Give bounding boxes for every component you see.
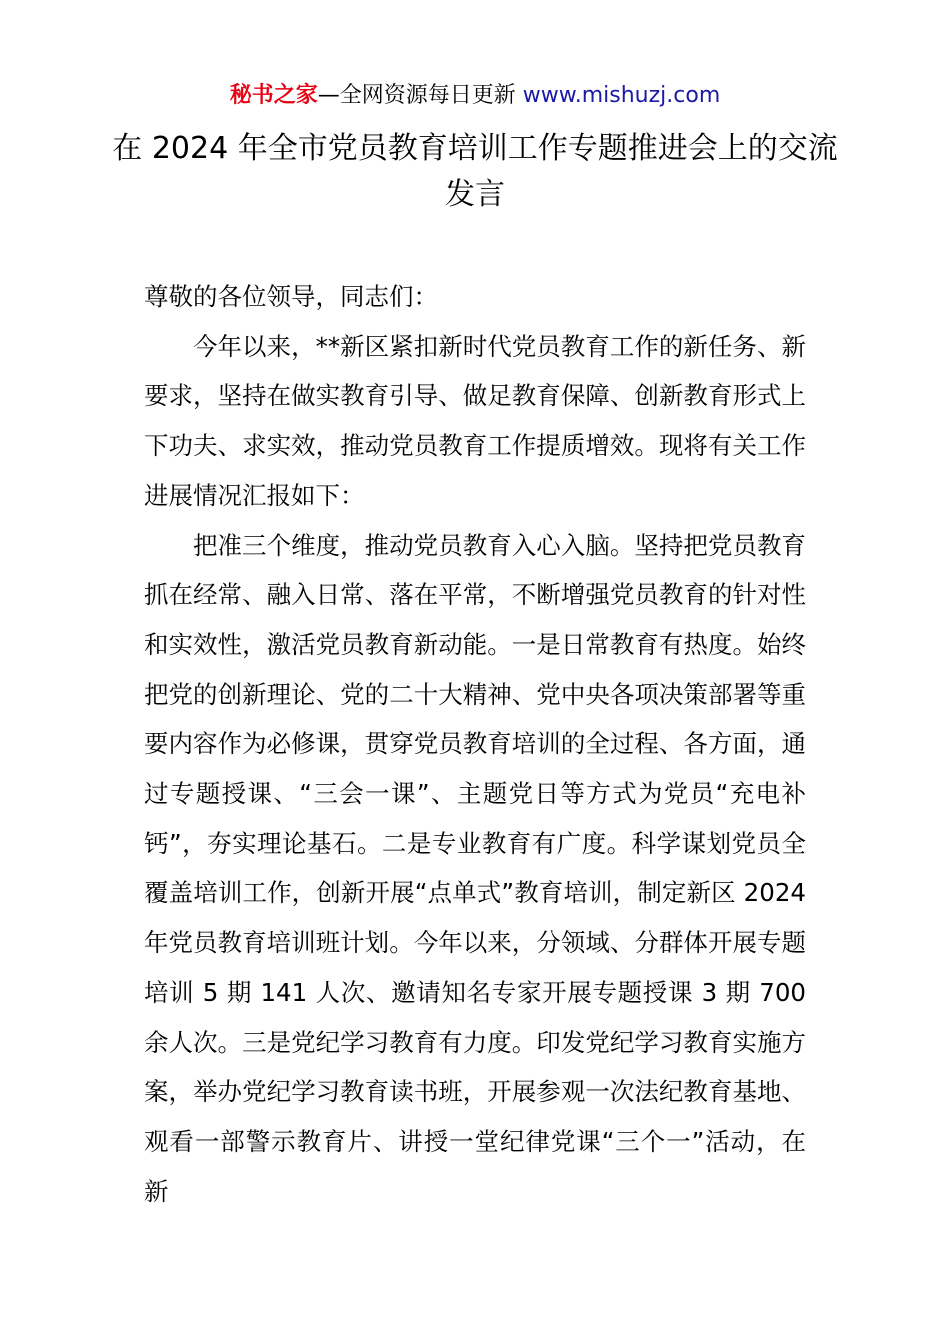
site-header — [0, 80, 950, 112]
salutation: 尊敬的各位领导，同志们： — [144, 282, 438, 311]
brand-name: 秘书之家 — [229, 83, 318, 108]
document-body — [144, 272, 806, 1216]
site-url-link[interactable]: www.mishuzj.com — [522, 83, 721, 108]
document-title: 在 2024 年全市党员教育培训工作专题推进会上的交流发言 — [112, 131, 838, 212]
header-tagline: —全网资源每日更新 — [317, 83, 516, 108]
paragraph-2: 把准三个维度，推动党员教育入心入脑。坚持把党员教育抓在经常、融入日常、落在平常，不断增强党员教育的针对性和实效性，激活党员教育新动能。一是日常教育有热度。始终把党的创新理论、党的二十大精神、党中央各项决策部署等重要内容作为必修课，贯穿党员教育培训的全过程、各方面，通过专题授课、“三会一课”、主题党日等方式为党员“充电补钙”，夯实理论基石。二是专业教育有广度。科学谋划党员全覆盖培训工作，创新开展“点单式”教育培训，制定新区 2024 年党员教育培训班计划。今年以来，分领域、分群体开展专题培训 5 期 141 人次、邀请知名专家开展专题授课 3 期 700 余人次。三是党纪学习教育有力度。印发党纪学习教育实施方案，举办党纪学习教育读书班，开展参观一次法纪教育基地、观看一部警示教育片、讲授一堂纪律党课“三个一”活动，在新 — [144, 530, 806, 1206]
paragraph-1: 今年以来，**新区紧扣新时代党员教育工作的新任务、新要求，坚持在做实教育引导、做足教育保障、创新教育形式上下功夫、求实效，推动党员教育工作提质增效。现将有关工作进展情况汇报如下： — [144, 331, 806, 510]
